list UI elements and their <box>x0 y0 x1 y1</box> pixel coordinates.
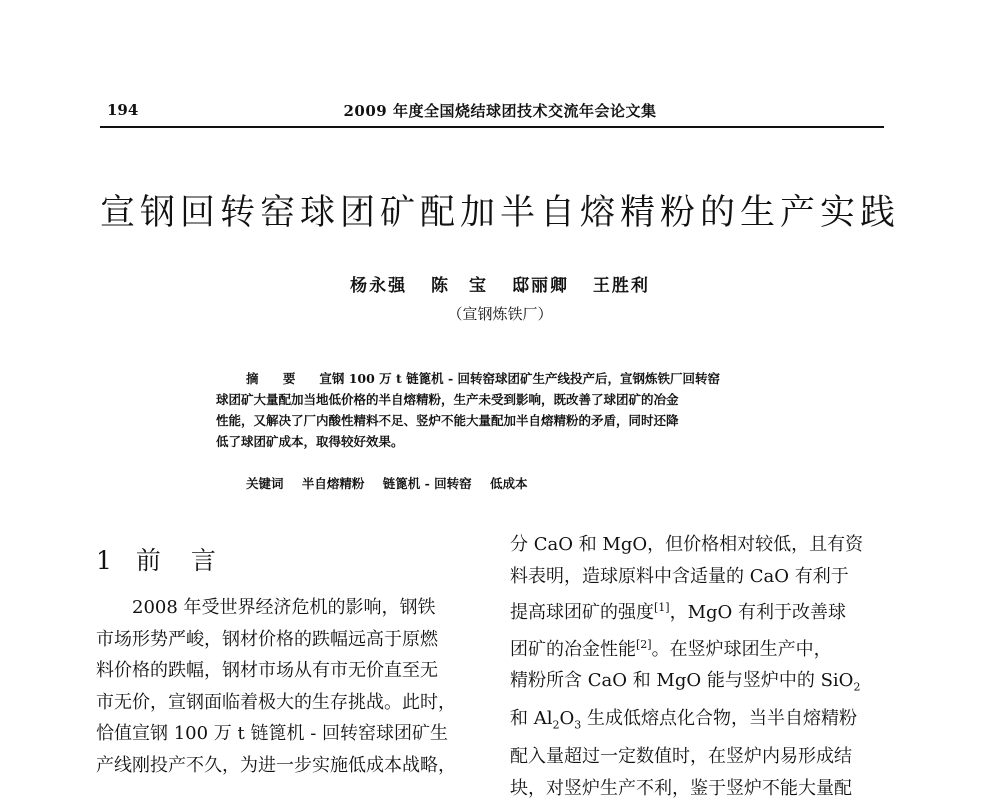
section-number: 1 <box>96 546 112 575</box>
keyword: 链篦机 - 回转窑 <box>382 476 472 491</box>
body-line: 市无价，宣钢面临着极大的生存挑战。此时， <box>96 691 456 713</box>
body-line: 恰值宣钢 100 万 t 链篦机 - 回转窑球团矿生 <box>96 723 449 744</box>
author: 陈 宝 <box>431 276 489 296</box>
body-line: 和 $Al_2O_3$ 生成低熔点化合物，当半自熔精粉 <box>510 708 857 732</box>
body-line: 块，对竖炉生产不利，鉴于竖炉不能大量配 <box>510 777 852 799</box>
journal-title: 2009 年度全国烧结球团技术交流年会论文集 <box>343 102 657 120</box>
author: 王胜利 <box>592 276 650 296</box>
keyword: 半自熔精粉 <box>301 476 365 491</box>
abstract-line: 低了球团矿成本，取得较好效果。 <box>216 434 404 449</box>
abstract <box>216 368 784 452</box>
body-line: 料价格的跌幅，钢材市场从有市无价直至无 <box>96 660 438 681</box>
abstract-line: 球团矿大量配加当地低价格的半自熔精粉，生产未受到影响，既改善了球团矿的冶金 <box>216 392 679 407</box>
body-line: 分 CaO 和 MgO，但价格相对较低，且有资 <box>510 534 864 555</box>
body-line: 料表明，造球原料中含适量的 CaO 有利于 <box>510 565 849 587</box>
author-list <box>0 271 1000 296</box>
citation-ref: [2] <box>636 637 652 651</box>
body-line: 2008 年受世界经济危机的影响，钢铁 <box>132 597 436 618</box>
body-line: 市场形势严峻，钢材价格的跌幅远高于原燃 <box>96 628 438 650</box>
header-rule <box>100 126 884 128</box>
abstract-line: 性能，又解决了厂内酸性精料不足、竖炉不能大量配加半自熔精粉的矛盾，同时还降 <box>216 413 679 428</box>
keywords <box>246 474 542 492</box>
body-line: 提高球团矿的强度[1]，MgO 有利于改善球 <box>510 601 847 623</box>
section-heading <box>96 541 246 577</box>
left-column <box>96 592 488 781</box>
author: 杨永强 <box>350 276 408 296</box>
body-line: 精粉所含 CaO 和 MgO 能与竖炉中的 SiO$_2$ <box>510 670 861 694</box>
body-line: 团矿的冶金性能[2]。在竖炉球团生产中， <box>510 637 832 660</box>
abstract-line: 摘 要 宣钢 100 万 t 链篦机 - 回转窑球团矿生产线投产后，宣钢炼铁厂回转窑 <box>246 371 721 386</box>
body-line: 配入量超过一定数值时，在竖炉内易形成结 <box>510 746 852 768</box>
citation-ref: [1] <box>654 601 670 614</box>
keyword: 低成本 <box>490 476 528 491</box>
keywords-label: 关键词 <box>246 476 284 491</box>
abstract-label: 摘 要 <box>246 371 306 386</box>
body-line: 产线刚投产不久，为进一步实施低成本战略， <box>96 754 456 776</box>
author: 邸丽卿 <box>511 276 569 296</box>
paper-title: 宣钢回转窑球团矿配加半自熔精粉的生产实践 <box>99 193 900 233</box>
right-column <box>510 529 898 804</box>
affiliation: （宣钢炼铁厂） <box>447 305 553 323</box>
section-title: 前言 <box>135 546 246 575</box>
page-number: 194 <box>107 101 139 119</box>
